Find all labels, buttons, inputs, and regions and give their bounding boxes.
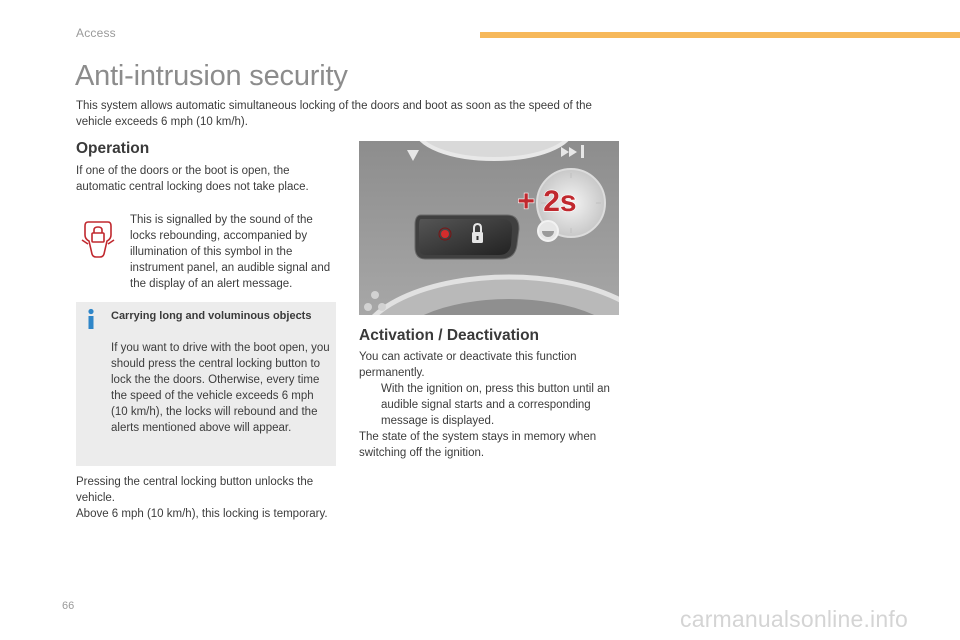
page-number: 66 xyxy=(62,600,75,612)
activation-paragraph-2: The state of the system stays in memory when switching off the ignition. xyxy=(359,431,597,459)
activation-bullet-text: With the ignition on, press this button until an audible signal starts and a corresponding message is displayed. xyxy=(381,383,610,427)
operation-paragraph-2: This is signalled by the sound of the locks rebounding, accompanied by illumination of this symbol in the instrument panel, an audible signal and the display of an alert message. xyxy=(130,214,331,290)
activation-bullet xyxy=(359,381,624,429)
operation-paragraph-3 xyxy=(76,474,338,522)
info-icon xyxy=(84,308,98,330)
door-lock-warning-icon xyxy=(80,218,116,260)
operation-paragraph-3-line-1: Pressing the central locking button unlocks the vehicle. xyxy=(76,476,314,504)
intro-paragraph: This system allows automatic simultaneous locking of the doors and boot as soon as the speed of the vehicle exceeds 6 mph (10 km/h). xyxy=(76,100,592,128)
operation-paragraph-1: If one of the doors or the boot is open, the automatic central locking does not take place. xyxy=(76,165,309,193)
section-label: Access xyxy=(76,26,116,40)
operation-paragraph-3-line-2: Above 6 mph (10 km/h), this locking is temporary. xyxy=(76,508,328,520)
watermark: carmanualsonline.info xyxy=(680,606,908,632)
activation-paragraph-1: You can activate or deactivate this function permanently. xyxy=(359,351,577,379)
info-text: If you want to drive with the boot open, you should press the central locking button to lock the the doors. Otherwise, every time the speed of the vehicle exceeds 6 mph (10 km/h), the locks will rebound and the alerts mentioned above will appear. xyxy=(111,342,330,434)
activation-heading: Activation / Deactivation xyxy=(359,327,540,344)
lock-button-photo xyxy=(359,141,619,315)
activation-body xyxy=(359,349,624,461)
hold-duration-overlay: + 2s xyxy=(517,185,577,218)
bullet-marker xyxy=(359,381,381,429)
info-title: Carrying long and voluminous objects xyxy=(111,310,312,322)
lock-button-photo-drawing xyxy=(359,141,619,315)
page-title: Anti-intrusion security xyxy=(75,60,348,92)
operation-heading: Operation xyxy=(76,140,150,157)
section-accent-bar xyxy=(480,32,960,38)
